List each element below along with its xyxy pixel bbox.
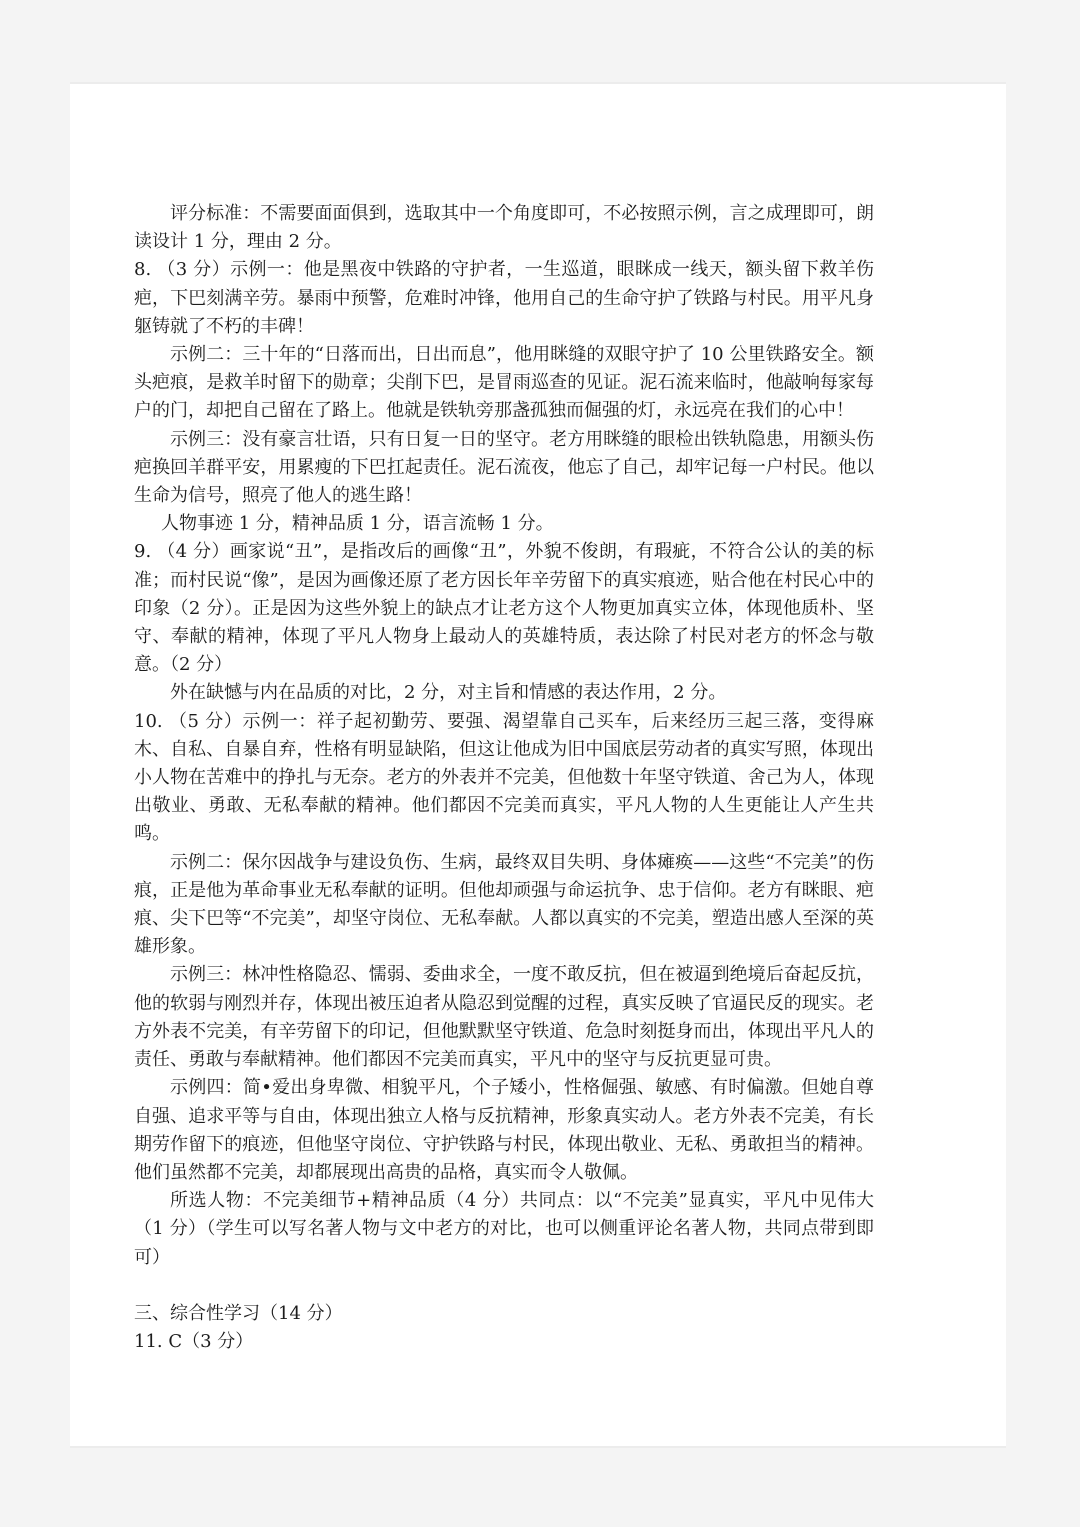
answer-paragraph: 示例四：简•爱出身卑微、相貌平凡，个子矮小，性格倔强、敏感、有时偏激。但她自尊自强、追求平等与自由，体现出独立人格与反抗精神，形象真实动人。老方外表不完美，有长期劳作留下的痕迹，但他坚守岗位、守护铁路与村民，体现出敬业、无私、勇敢担当的精神。他们虽然都不完美，却都展现出高贵的品格，真实而令人敬佩。 — [134, 1077, 874, 1183]
answer-paragraph: 10. （5 分）示例一：祥子起初勤劳、要强、渴望靠自己买车，后来经历三起三落，变得麻木、自私、自暴自弃，性格有明显缺陷，但这让他成为旧中国底层劳动者的真实写照，体现出小人物在苦难中的挣扎与无奈。老方的外表并不完美，但他数十年坚守铁道、舍己为人，体现出敬业、勇敢、无私奉献的精神。他们都因不完美而真实，平凡人物的人生更能让人产生共鸣。 — [134, 710, 874, 845]
answer-paragraph: 11. C（3 分） — [134, 1330, 254, 1352]
section-gap — [134, 1272, 874, 1300]
answer-paragraph: 示例二：三十年的“日落而出，日出而息”，他用眯缝的双眼守护了 10 公里铁路安全。额头疤痕，是救羊时留下的勋章；尖削下巴，是冒雨巡查的见证。泥石流来临时，他敲响每家每户的门，却把自己留在了路上。他就是铁轨旁那盏孤独而倔强的灯，永远亮在我们的心中！ — [134, 344, 874, 422]
answer-paragraph: 评分标准：不需要面面俱到，选取其中一个角度即可，不必按照示例，言之成理即可，朗读设计 1 分，理由 2 分。 — [134, 203, 874, 253]
answer-key-text — [134, 200, 874, 1356]
answer-paragraph: 示例三：没有豪言壮语，只有日复一日的坚守。老方用眯缝的眼检出铁轨隐患，用额头伤疤换回羊群平安，用累瘦的下巴扛起责任。泥石流夜，他忘了自己，却牢记每一户村民。他以生命为信号，照亮了他人的逃生路！ — [134, 428, 874, 507]
answer-paragraph: 人物事迹 1 分，精神品质 1 分，语言流畅 1 分。 — [161, 513, 554, 535]
answer-paragraph: 三、综合性学习（14 分） — [134, 1302, 343, 1324]
answer-paragraph: 所选人物：不完美细节+精神品质（4 分）共同点：以“不完美”显真实，平凡中见伟大（1 分）（学生可以写名著人物与文中老方的对比，也可以侧重评论名著人物，共同点带到即可） — [134, 1190, 874, 1268]
answer-paragraph: 8. （3 分）示例一：他是黑夜中铁路的守护者，一生巡道，眼眯成一线天，额头留下救羊伤疤，下巴刻满辛劳。暴雨中预警，危难时冲锋，他用自己的生命守护了铁路与村民。用平凡身躯铸就了不朽的丰碑！ — [134, 259, 874, 337]
answer-paragraph: 9. （4 分）画家说“丑”，是指改后的画像“丑”，外貌不俊朗，有瑕疵，不符合公认的美的标准；而村民说“像”，是因为画像还原了老方因长年辛劳留下的真实痕迹，贴合他在村民心中的印象（2 分）。正是因为这些外貌上的缺点才让老方这个人物更加真实立体，体现他质朴、坚守、奉献的精神，体现了平凡人物身上最动人的英雄特质，表达除了村民对老方的怀念与敬意。（2 分） — [134, 541, 874, 676]
answer-paragraph: 外在缺憾与内在品质的对比，2 分，对主旨和情感的表达作用，2 分。 — [170, 682, 727, 704]
answer-paragraph: 示例二：保尔因战争与建设负伤、生病，最终双目失明、身体瘫痪——这些“不完美”的伤痕，正是他为革命事业无私奉献的证明。但他却顽强与命运抗争、忠于信仰。老方有眯眼、疤痕、尖下巴等“不完美”，却坚守岗位、无私奉献。人都以真实的不完美，塑造出感人至深的英雄形象。 — [134, 851, 874, 958]
answer-paragraph: 示例三：林冲性格隐忍、懦弱、委曲求全，一度不敢反抗，但在被逼到绝境后奋起反抗，他的软弱与刚烈并存，体现出被压迫者从隐忍到觉醒的过程，真实反映了官逼民反的现实。老方外表不完美，有辛劳留下的印记，但他默默坚守铁道、危急时刻挺身而出，体现出平凡人的责任、勇敢与奉献精神。他们都因不完美而真实，平凡中的坚守与反抗更显可贵。 — [134, 964, 874, 1071]
